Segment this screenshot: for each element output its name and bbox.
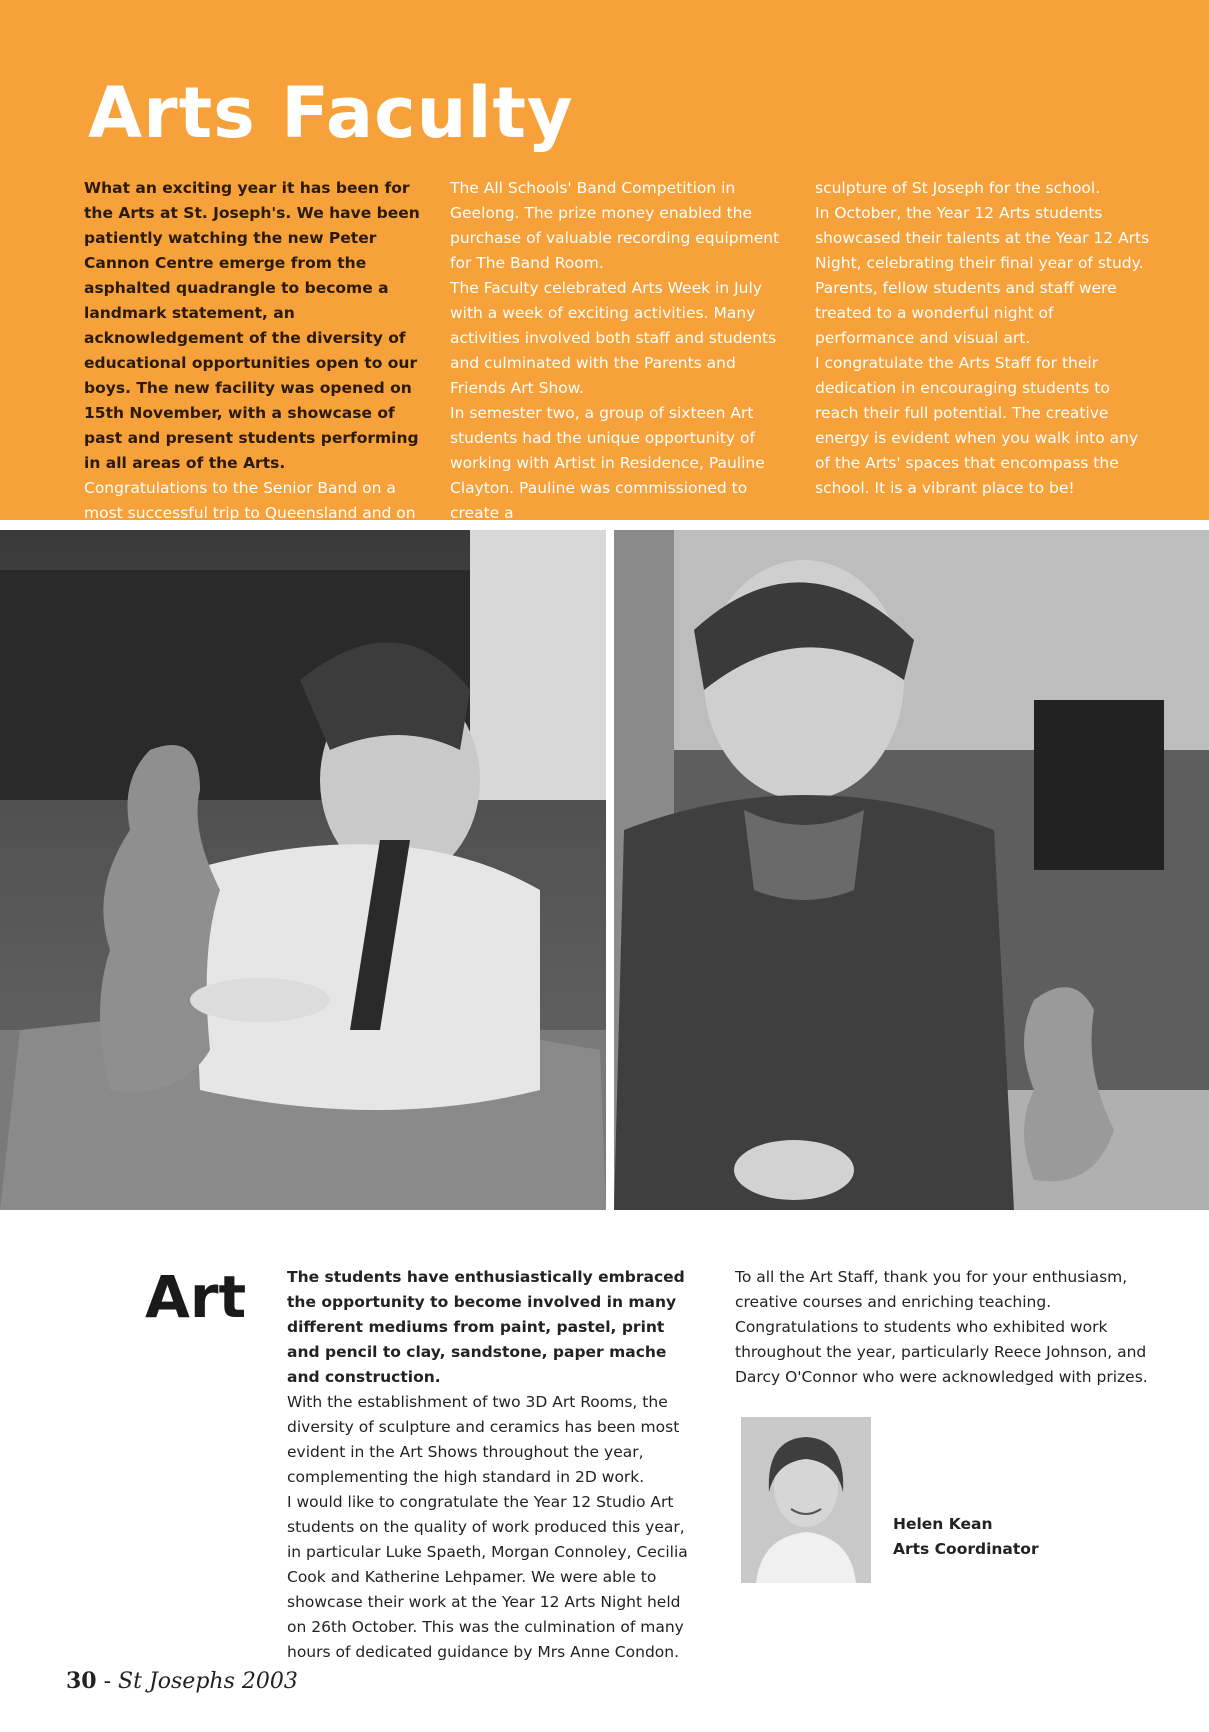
footer-separator: - [96,1669,119,1694]
intro-paragraph: What an exciting year it has been for the Arts at St. Joseph's. We have been patiently watching the new Peter Cannon Centre emerge from the asphalted quadrangle to become a landmark statement, an acknowledgement of the diversity of educational opportunities open to our boys. The new facility was opened on 15th November, with a showcase of past and present students performing in all areas of the Arts. [84,179,420,472]
paragraph: With the establishment of two 3D Art Rooms, the diversity of sculpture and ceramics has been most evident in the Art Shows throughout the year, complementing the high standard in 2D work. [287,1393,680,1486]
page-number: 30 [66,1668,97,1694]
publication-name: St Josephs 2003 [118,1669,298,1694]
photo-student-sculpting [0,530,606,1210]
paragraph: I would like to congratulate the Year 12 Studio Art students on the quality of work produced this year, in particular Luke Spaeth, Morgan Connoley, Cecilia Cook and Katherine Lehpamer. We were able to showcase their work at the Year 12 Arts Night held on 26th October. This was the culmination of many hours of dedicated guidance by Mrs Anne Condon. [287,1493,688,1661]
paragraph: In semester two, a group of sixteen Art students had the unique opportunity of working with Artist in Residence, Pauline Clayton. Pauline was commissioned to create a [450,404,765,522]
paragraph: To all the Art Staff, thank you for your enthusiasm, creative courses and enriching teaching. [735,1268,1128,1311]
art-column-2 [735,1265,1165,1390]
paragraph: I congratulate the Arts Staff for their dedication in encouraging students to reach their full potential. The creative energy is evident when you walk into any of the Arts' spaces that encompass the school. It is a vibrant place to be! [815,354,1139,497]
paragraph: The All Schools' Band Competition in Geelong. The prize money enabled the purchase of valuable recording equipment for The Band Room. [450,179,780,272]
paragraph: sculpture of St Joseph for the school. [815,179,1101,197]
art-column-1 [287,1265,697,1665]
portrait-photo [741,1417,871,1583]
section-title-art: Art [145,1263,247,1331]
header-banner [0,0,1209,520]
lead-paragraph: The students have enthusiastically embraced the opportunity to become involved in many different mediums from paint, pastel, print and pencil to clay, sandstone, paper mache and construction. [287,1268,685,1386]
photo-student-smiling [614,530,1209,1210]
header-column-2 [450,176,790,526]
paragraph: Congratulations to students who exhibited work throughout the year, particularly Reece Johnson, and Darcy O'Connor who were acknowledged with prizes. [735,1318,1148,1386]
signature-role: Arts Coordinator [893,1540,1039,1558]
header-column-1 [84,176,424,551]
paragraph: In October, the Year 12 Arts students showcased their talents at the Year 12 Arts Night, celebrating their final year of study. Parents, fellow students and staff were treated to a wonderful night of performance and visual art. [815,204,1150,347]
page-title: Arts Faculty [88,72,574,154]
signature-name: Helen Kean [893,1515,993,1533]
paragraph: The Faculty celebrated Arts Week in July with a week of exciting activities. Many activities involved both staff and students and culminated with the Parents and Friends Art Show. [450,279,777,397]
paragraph: Congratulations to the Senior Band on a most successful trip to Queensland and on [84,479,416,522]
signature-block [893,1512,1039,1562]
page-footer [66,1668,298,1694]
header-column-3 [815,176,1155,501]
